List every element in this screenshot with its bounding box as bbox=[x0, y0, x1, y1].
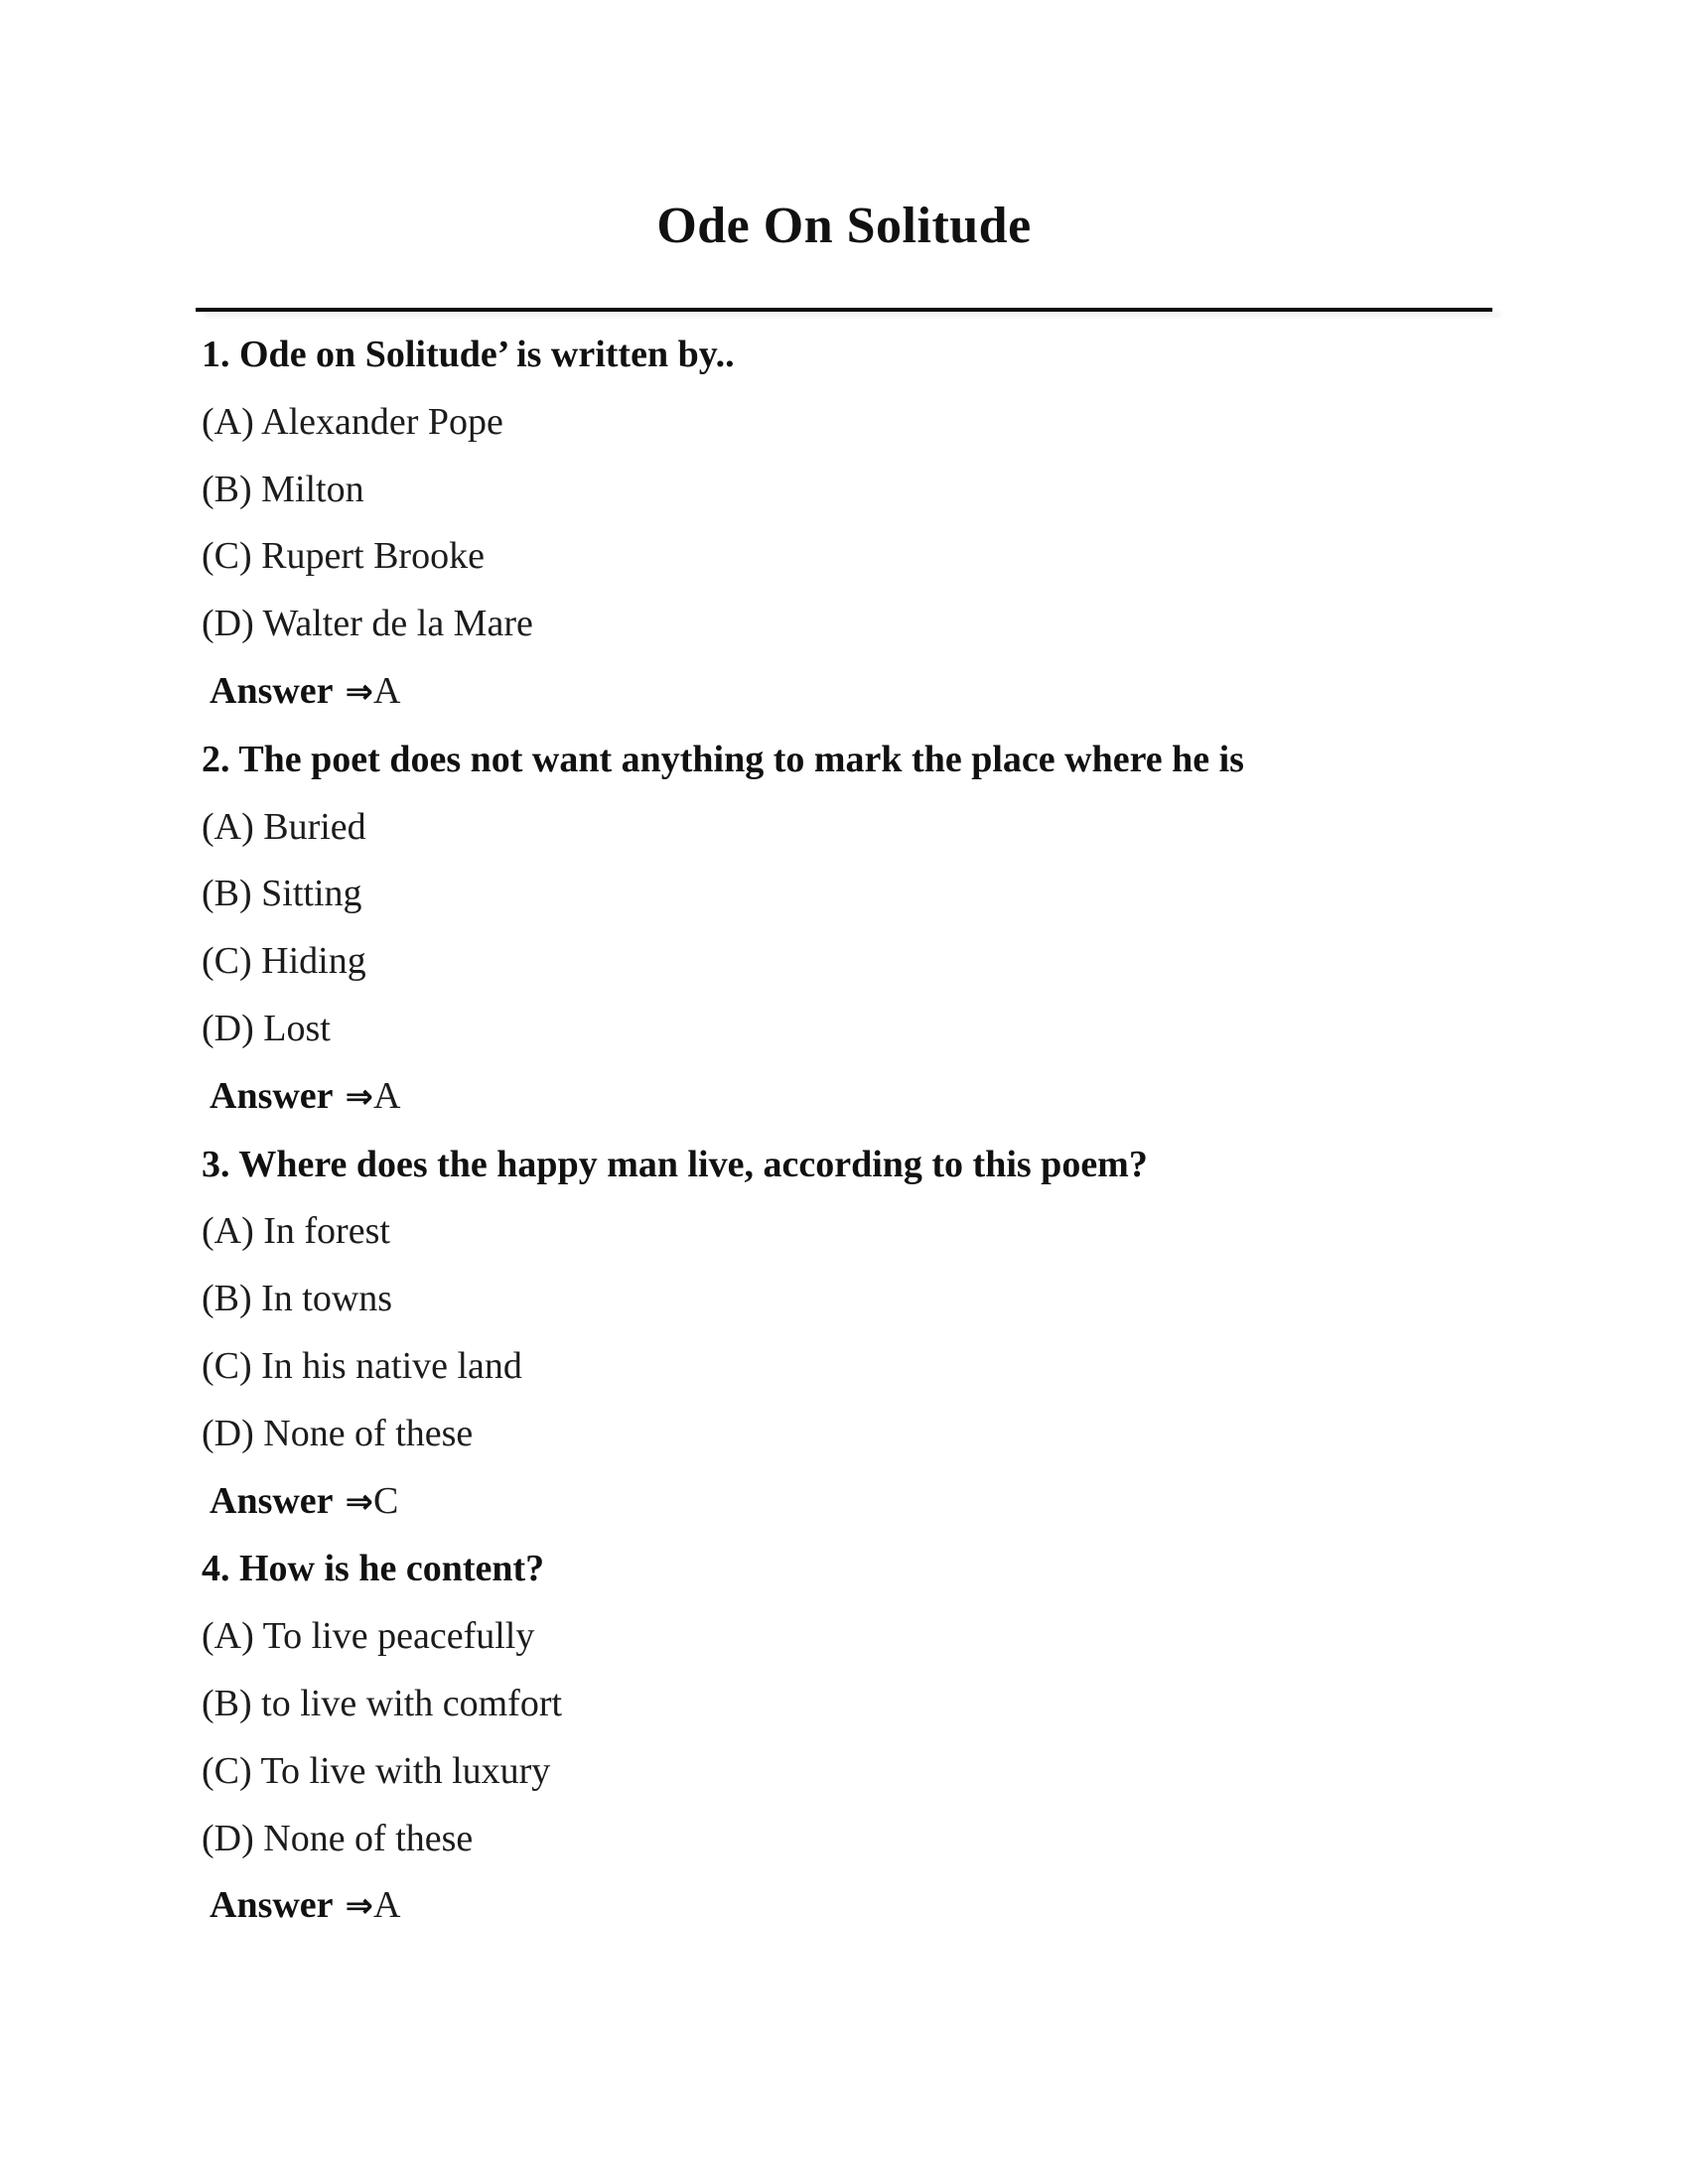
answer-line bbox=[196, 1468, 1492, 1537]
option-c: (C) To live with luxury bbox=[202, 1749, 551, 1792]
answer-arrow-icon: ⇒ bbox=[345, 671, 374, 712]
answer-label: Answer bbox=[210, 669, 334, 712]
option-c: (C) In his native land bbox=[202, 1344, 522, 1387]
option-a: (A) Alexander Pope bbox=[202, 400, 503, 443]
option-d: (D) None of these bbox=[202, 1412, 474, 1454]
answer-line bbox=[196, 1063, 1492, 1132]
question-text: 4. How is he content? bbox=[202, 1548, 545, 1590]
option-a: (A) Buried bbox=[202, 805, 366, 848]
option-d: (D) Lost bbox=[202, 1007, 331, 1049]
answer-label: Answer bbox=[210, 1884, 334, 1927]
option-b: (B) to live with comfort bbox=[202, 1682, 563, 1724]
option-a: (A) To live peacefully bbox=[202, 1615, 535, 1658]
document-page bbox=[196, 0, 1492, 1941]
answer-label: Answer bbox=[210, 1479, 334, 1522]
option-b: (B) In towns bbox=[202, 1278, 393, 1320]
answer-value: A bbox=[373, 1884, 401, 1927]
answer-line bbox=[196, 658, 1492, 727]
answer-line bbox=[196, 1872, 1492, 1941]
option-d: (D) None of these bbox=[202, 1817, 474, 1859]
answer-label: Answer bbox=[210, 1074, 334, 1117]
option-c: (C) Rupert Brooke bbox=[202, 535, 485, 578]
option-c: (C) Hiding bbox=[202, 940, 366, 983]
answer-arrow-icon: ⇒ bbox=[345, 1886, 374, 1927]
option-d: (D) Walter de la Mare bbox=[202, 603, 533, 645]
answer-value: C bbox=[373, 1479, 399, 1522]
page-title: Ode On Solitude bbox=[656, 198, 1032, 254]
option-a: (A) In forest bbox=[202, 1210, 390, 1253]
answer-value: A bbox=[373, 669, 401, 712]
title-divider bbox=[196, 308, 1492, 312]
answer-arrow-icon: ⇒ bbox=[345, 1076, 374, 1117]
option-b: (B) Sitting bbox=[202, 873, 362, 915]
question-text: 2. The poet does not want anything to mark the place where he is bbox=[202, 738, 1244, 780]
question-text: 3. Where does the happy man live, according to this poem? bbox=[202, 1143, 1148, 1185]
answer-arrow-icon: ⇒ bbox=[345, 1481, 374, 1522]
option-b: (B) Milton bbox=[202, 468, 364, 510]
answer-value: A bbox=[373, 1074, 401, 1117]
question-text: 1. Ode on Solitude’ is written by.. bbox=[202, 334, 735, 375]
question-list bbox=[196, 322, 1492, 1941]
